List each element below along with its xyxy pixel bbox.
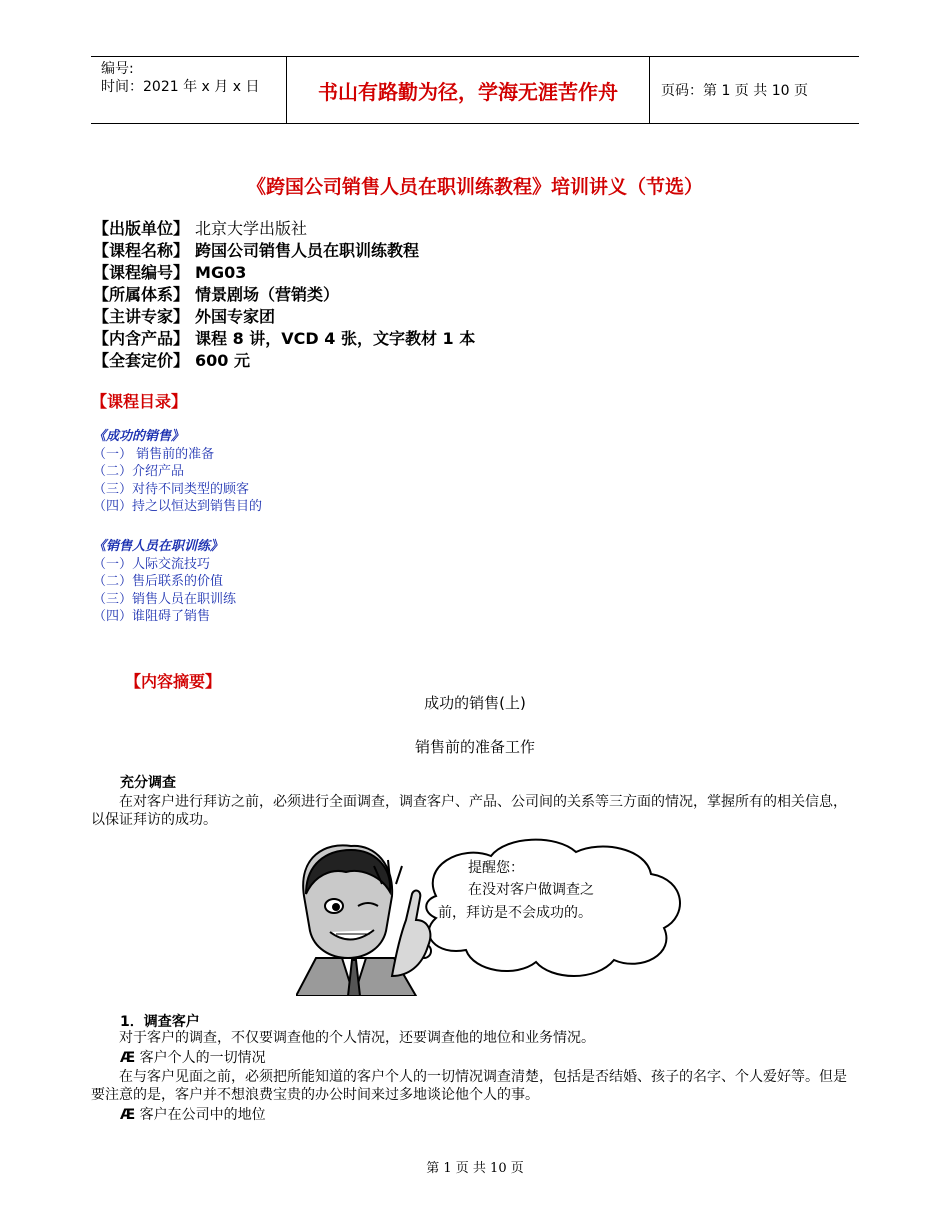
document-title: 《跨国公司销售人员在职训练教程》培训讲义（节选）: [246, 176, 703, 198]
paragraph-text: 在对客户进行拜访之前，必须进行全面调查，调查客户、产品、公司间的关系等三方面的情况，掌握所有的相关信息，以保证拜访的成功。: [91, 794, 847, 828]
toc-item: （三）销售人员在职训练: [93, 591, 237, 607]
info-label: 【课程编号】: [93, 263, 190, 282]
course-info: [93, 218, 475, 372]
cloud-line-1: 提醒您：: [468, 860, 524, 876]
header-page-label: 页码：第 1 页 共 10 页: [661, 83, 808, 99]
info-row: [93, 262, 475, 284]
heading-investigate: 充分调查: [120, 775, 176, 791]
toc-item: （四）持之以恒达到销售目的: [93, 499, 263, 514]
cloud-line-2: 在没对客户做调查之: [468, 882, 594, 898]
info-row: [93, 240, 475, 262]
salesman-illustration: [296, 836, 696, 996]
summary-heading: 【内容摘要】: [125, 672, 222, 691]
toc-group: [93, 428, 262, 516]
bullet-position: [120, 1104, 266, 1124]
info-row: [93, 328, 475, 350]
info-row: [93, 350, 475, 372]
header-divider: [649, 57, 650, 123]
paragraph-personal: [91, 1068, 859, 1104]
info-value: 外国专家团: [195, 307, 276, 326]
paragraph-text: 对于客户的调查，不仅要调查他的个人情况，还要调查他的地位和业务情况。: [119, 1030, 595, 1046]
paragraph-text: 在与客户见面之前，必须把所能知道的客户个人的一切情况调查清楚，包括是否结婚、孩子的名字、个人爱好等。但是要注意的是，客户并不想浪费宝贵的办公时间来过多地谈论他个人的事。: [91, 1069, 847, 1103]
bullet-marker: Æ: [120, 1107, 136, 1123]
toc-item: （一） 销售前的准备: [93, 446, 215, 462]
info-row: [93, 218, 475, 240]
toc-group: [93, 538, 236, 626]
toc-item: （二）售后联系的价值: [93, 574, 224, 589]
toc-item: （一）人际交流技巧: [93, 556, 211, 572]
paragraph-customer: [91, 1029, 859, 1047]
heading-customer: 1．调查客户: [120, 1014, 200, 1030]
section-title: 成功的销售(上): [424, 694, 526, 712]
toc-item: （四）谁阻碍了销售: [93, 609, 211, 624]
paragraph-investigate: [91, 793, 859, 829]
bullet-text: 客户在公司中的地位: [139, 1107, 266, 1123]
info-value: 600 元: [195, 351, 250, 370]
header-meta: [101, 60, 259, 96]
info-label: 【全套定价】: [93, 351, 190, 370]
info-row: [93, 284, 475, 306]
section-subtitle: 销售前的准备工作: [414, 738, 535, 756]
toc-heading: 【课程目录】: [91, 392, 188, 411]
cloud-line-3: 前，拜访是不会成功的。: [438, 905, 592, 921]
info-label: 【主讲专家】: [93, 307, 190, 326]
info-value: 情景剧场（营销类）: [195, 285, 340, 304]
date-label: 时间：2021 年 x 月 x 日: [101, 79, 260, 95]
bullet-personal: [120, 1047, 266, 1067]
info-value: 跨国公司销售人员在职训练教程: [195, 241, 420, 260]
info-value: MG03: [195, 263, 247, 282]
toc-group-title: 《成功的销售》: [93, 429, 185, 444]
page-footer: 第 1 页 共 10 页: [426, 1161, 524, 1176]
toc-group-title: 《销售人员在职训练》: [93, 539, 224, 554]
info-label: 【课程名称】: [93, 241, 190, 260]
info-row: [93, 306, 475, 328]
info-value: 北京大学出版社: [195, 219, 308, 238]
code-label: 编号:: [101, 61, 134, 77]
salesman-cartoon: [296, 845, 430, 996]
bullet-marker: Æ: [120, 1050, 136, 1066]
toc-item: （二）介绍产品: [93, 464, 185, 479]
toc-item: （三）对待不同类型的顾客: [93, 481, 250, 497]
info-label: 【所属体系】: [93, 285, 190, 304]
header-motto: 书山有路勤为径，学海无涯苦作舟: [318, 79, 618, 104]
info-label: 【出版单位】: [93, 219, 190, 238]
header-table: [91, 56, 859, 124]
bullet-text: 客户个人的一切情况: [139, 1050, 266, 1066]
info-value: 课程 8 讲，VCD 4 张，文字教材 1 本: [195, 329, 476, 348]
info-label: 【内含产品】: [93, 329, 190, 348]
